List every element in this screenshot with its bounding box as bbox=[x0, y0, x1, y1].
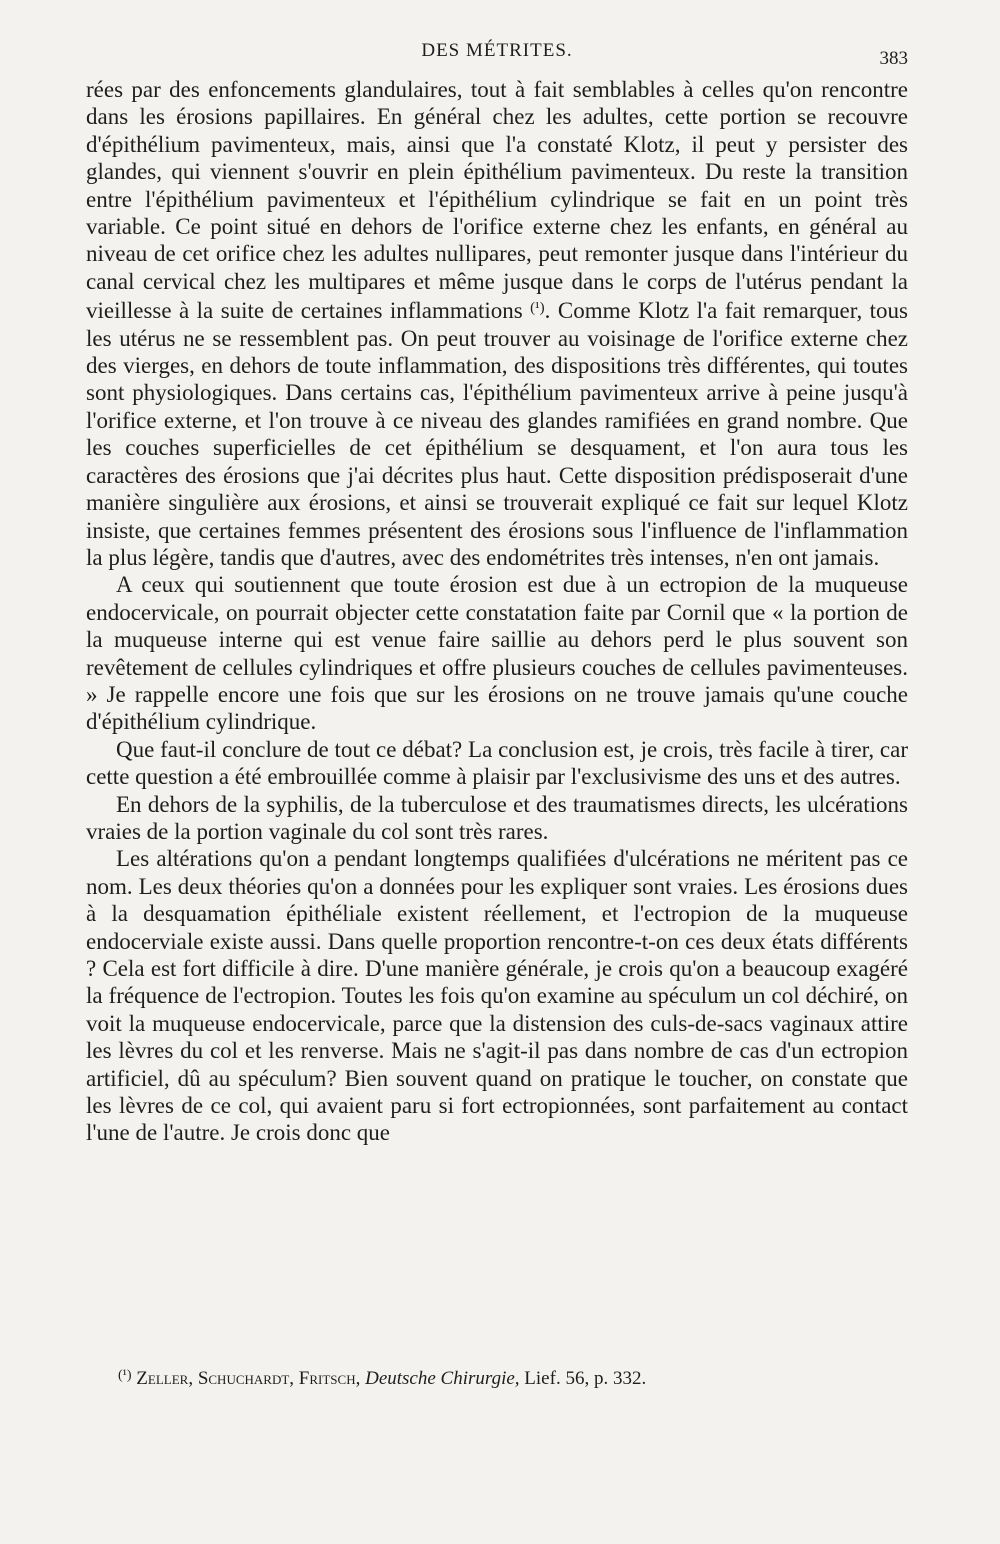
paragraph-1 bbox=[86, 76, 908, 571]
footnote-marker: (¹) bbox=[118, 1368, 132, 1383]
footnote-reference: (¹) bbox=[530, 300, 545, 317]
paragraph-3: Que faut-il conclure de tout ce débat? La conclusion est, je crois, très facile à tirer, car cette question a été embrouillée comme à plaisir par l'exclusivisme des uns et des autres. bbox=[86, 736, 908, 790]
paragraph-4: En dehors de la syphilis, de la tuberculose et des traumatismes directs, les ulcérations vraies de la portion vaginale du col sont très rares. bbox=[86, 791, 908, 844]
paragraph-1-text-a: rées par des enfoncements glandulaires, tout à fait semblables à celles qu'on rencontre dans les érosions papillaires. En général chez les adultes, cette portion se recouvre d'épithélium pavimenteux, mais, ainsi que l'a constaté Klotz, il peut y persister des glandes, qui viennent s'ouvrir en plein épithélium pavimenteux. Du reste la transition entre l'épithélium pavimenteux et l'épithélium cylindrique se fait en un point très variable. Ce point situé en dehors de l'orifice externe chez les enfants, en général au niveau de cet orifice chez les adultes nullipares, peut remonter jusque dans l'intérieur du canal cervical chez les multipares et même jusque dans le corps de l'utérus pendant la vieillesse à la suite de certaines inflammations bbox=[86, 77, 908, 324]
paragraph-2: A ceux qui soutiennent que toute érosion est due à un ectropion de la muqueuse endocervicale, on pourrait objecter cette constatation faite par Cornil que « la portion de la muqueuse interne qui est venue faire saillie au dehors perd le plus souvent son revêtement de cellules cylindriques et offre plusieurs couches de cellules pavimenteuses. » Je rappelle encore une fois que sur les érosions on ne trouve jamais qu'une couche d'épithélium cylindrique. bbox=[86, 572, 908, 735]
footnote-authors: Zeller, Schuchardt, Fritsch, bbox=[136, 1368, 361, 1389]
paragraph-5: Les altérations qu'on a pendant longtemps qualifiées d'ulcérations ne méritent pas ce nom. Les deux théories qu'on a données pour les expliquer sont vraies. Les érosions dues à la desquamation épithéliale existent réellement, et l'ectropion de la muqueuse endocerviale existe aussi. Dans quelle proportion rencontre-t-on ces deux états différents ? Cela est fort difficile à dire. D'une manière générale, je crois qu'on a beaucoup exagéré la fréquence de l'ectropion. Toutes les fois qu'on examine au spéculum un col déchiré, on voit la muqueuse endocervicale, parce que la distension des culs-de-sacs vaginaux attire les lèvres du col et les renverse. Mais ne s'agit-il pas dans nombre de cas d'un ectropion artificiel, dû au spéculum? Bien souvent quand on pratique le toucher, on constate que les lèvres de ce col, qui avaient paru si fort ectropionnées, sont parfaitement au contact l'une de l'autre. Je crois donc que bbox=[86, 846, 908, 1146]
footnote-work: Deutsche Chirurgie, bbox=[365, 1368, 520, 1389]
paragraph-1-text-b: . Comme Klotz l'a fait remarquer, tous les utérus ne se ressemblent pas. On peut trouver au voisinage de l'orifice externe chez des vierges, en dehors de toute inflammation, des dispositions très différentes, qui toutes sont physiologiques. Dans certains cas, l'épithélium pavimenteux arrive à peine jusqu'à l'orifice externe, et l'on trouve à ce niveau des glandes ramifiées en grand nombre. Que les couches superficielles de cet épithélium se desquament, et l'on aura tous les caractères des érosions que j'ai décrites plus haut. Cette disposition prédisposerait d'une manière singulière aux érosions, et ainsi se trouverait expliqué ce fait sur lequel Klotz insiste, que certaines femmes présentent des érosions sous l'influence de l'inflammation la plus légère, tandis que d'autres, avec des endométrites très intenses, n'en ont jamais. bbox=[86, 298, 909, 570]
running-title: DES MÉTRITES. bbox=[421, 40, 573, 61]
footnote-location: Lief. 56, p. 332. bbox=[524, 1368, 647, 1389]
page-number: 383 bbox=[879, 48, 908, 69]
footnote bbox=[118, 1364, 908, 1391]
running-header bbox=[86, 40, 908, 74]
main-text bbox=[86, 76, 908, 1147]
